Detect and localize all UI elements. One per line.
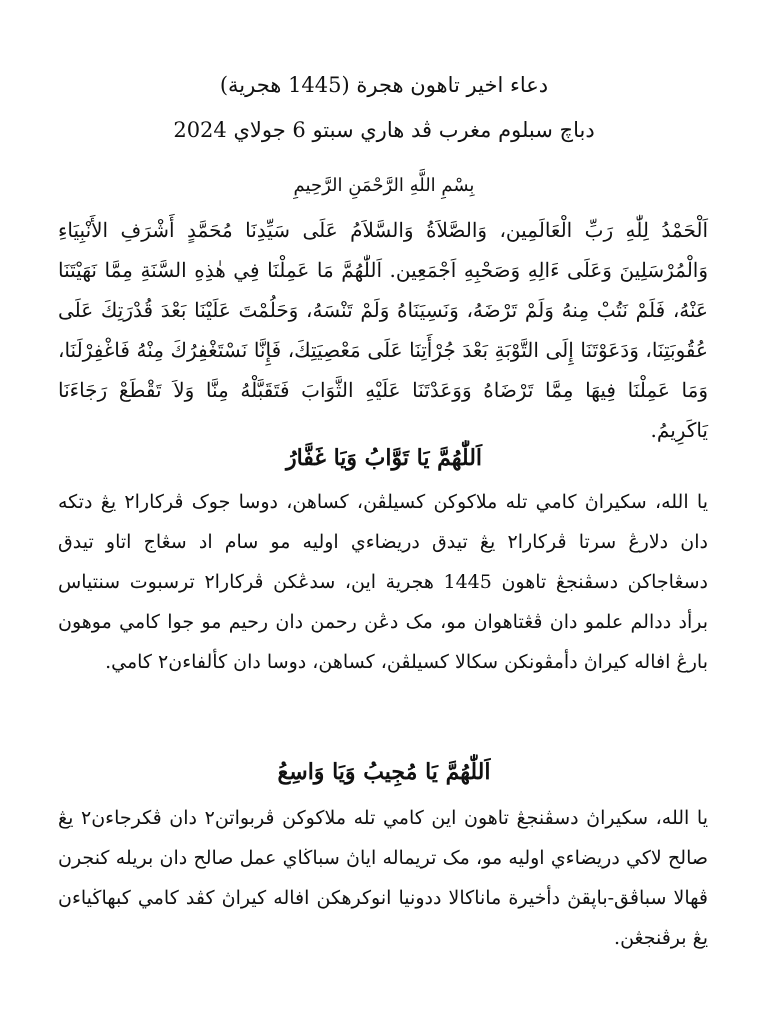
jawi-paragraph-2: يا الله، سكيراڽ دسڤنجڠ تاهون اين كامي تله ملاكوكن ڤربواتن٢ دان ڤكرجاءن٢ يڠ صالح لاكي دريضاءي اوليه مو، مک تريماله اياڽ سباڬاي عمل صالح دان بريله كنجرن ڤهالا سباڤق-باڽقڽ دأخيرة ماناكالا ددونيا انوكرهكن افاله كيراڽ كڤد كامي كبهاڬياءن يڠ برڤنجڠن. [58,807,708,949]
section-heading-1: اَللّٰهُمَّ يَا تَوَّابُ وَيَا غَفَّارُ [285,445,483,471]
document-subtitle: دباچ سبلوم مغرب ڤد هاري سبتو 6 جولاي 2024 [173,118,595,142]
basmala-calligraphy: بِسْمِ اللَّهِ الرَّحْمَنِ الرَّحِيمِ [293,175,475,196]
opening-dua-paragraph: اَلْحَمْدُ لِلّٰهِ رَبِّ الْعَالَمِين، وَالصَّلاَةُ وَالسَّلاَمُ عَلَى سَيِّدِنَا مُحَمَّدٍ أَشْرَفِ الأَنْبِيَاءِ وَالْمُرْسَلِينَ وَعَلَى ءَالِهِ وَصَحْبِهِ اَجْمَعِين. اَللّٰهُمَّ مَا عَمِلْنَا فِي هٰذِهِ السَّنَةِ مِمَّا نَهَيْتَنَا عَنْهُ، فَلَمْ نَتُبْ مِنهُ وَلَمْ تَرْضَهُ، وَنَسِيَنَاهُ وَلَمْ تَنْسَهُ، وَحَلُمْتَ عَلَيْنَا بَعْدَ قُدْرَتِكَ عَلَى عُقُوبَتِنَا، وَدَعَوْتَنَا إِلَى التَّوْبَةِ بَعْدَ جُرْأَتِنَا عَلَى مَعْصِيَتِكَ، فَإِنَّا نَسْتَغْفِرُكَ مِنْهُ فَاغْفِرْلَنَا، وَمَا عَمِلْنَا فِيهَا مِمَّا تَرْضَاهُ وَوَعَدْتَنَا عَلَيْهِ الثَّوَابَ فَتَقَبَّلْهُ مِنَّا وَلاَ تَقْطَعْ رَجَاءَنَا يَاكَرِيمُ. [58,218,708,442]
jawi-paragraph-1: يا الله، سكيراڽ كامي تله ملاكوكن كسيلڤن، كساهن، دوسا جوک ڤركارا٢ يڠ دتكه دان دلارڠ سرتا ڤركارا٢ يڠ تيدق دريضاءي اوليه مو سام اد سڠاج اتاو تيدق دسڠاجاكن دسڤنجڠ تاهون 1445 هجرية اين، سدڠكن ڤركارا٢ ترسبوت سنتياس برأد ددالم علمو دان ڤڠتاهوان مو، مک دڠن رحمن دان رحيم مو جوا كامي موهون بارڠ افاله كيراڽ دأمڤونكن سکالا كسيلڤن، كساهن، دوسا دان كألفاءن٢ كامي. [58,491,709,673]
section-heading-2: اَللّٰهُمَّ يَا مُجِيبُ وَيَا وَاسِعُ [277,759,491,785]
document-title: دعاء اخير تاهون هجرة (1445 هجرية) [219,73,549,97]
